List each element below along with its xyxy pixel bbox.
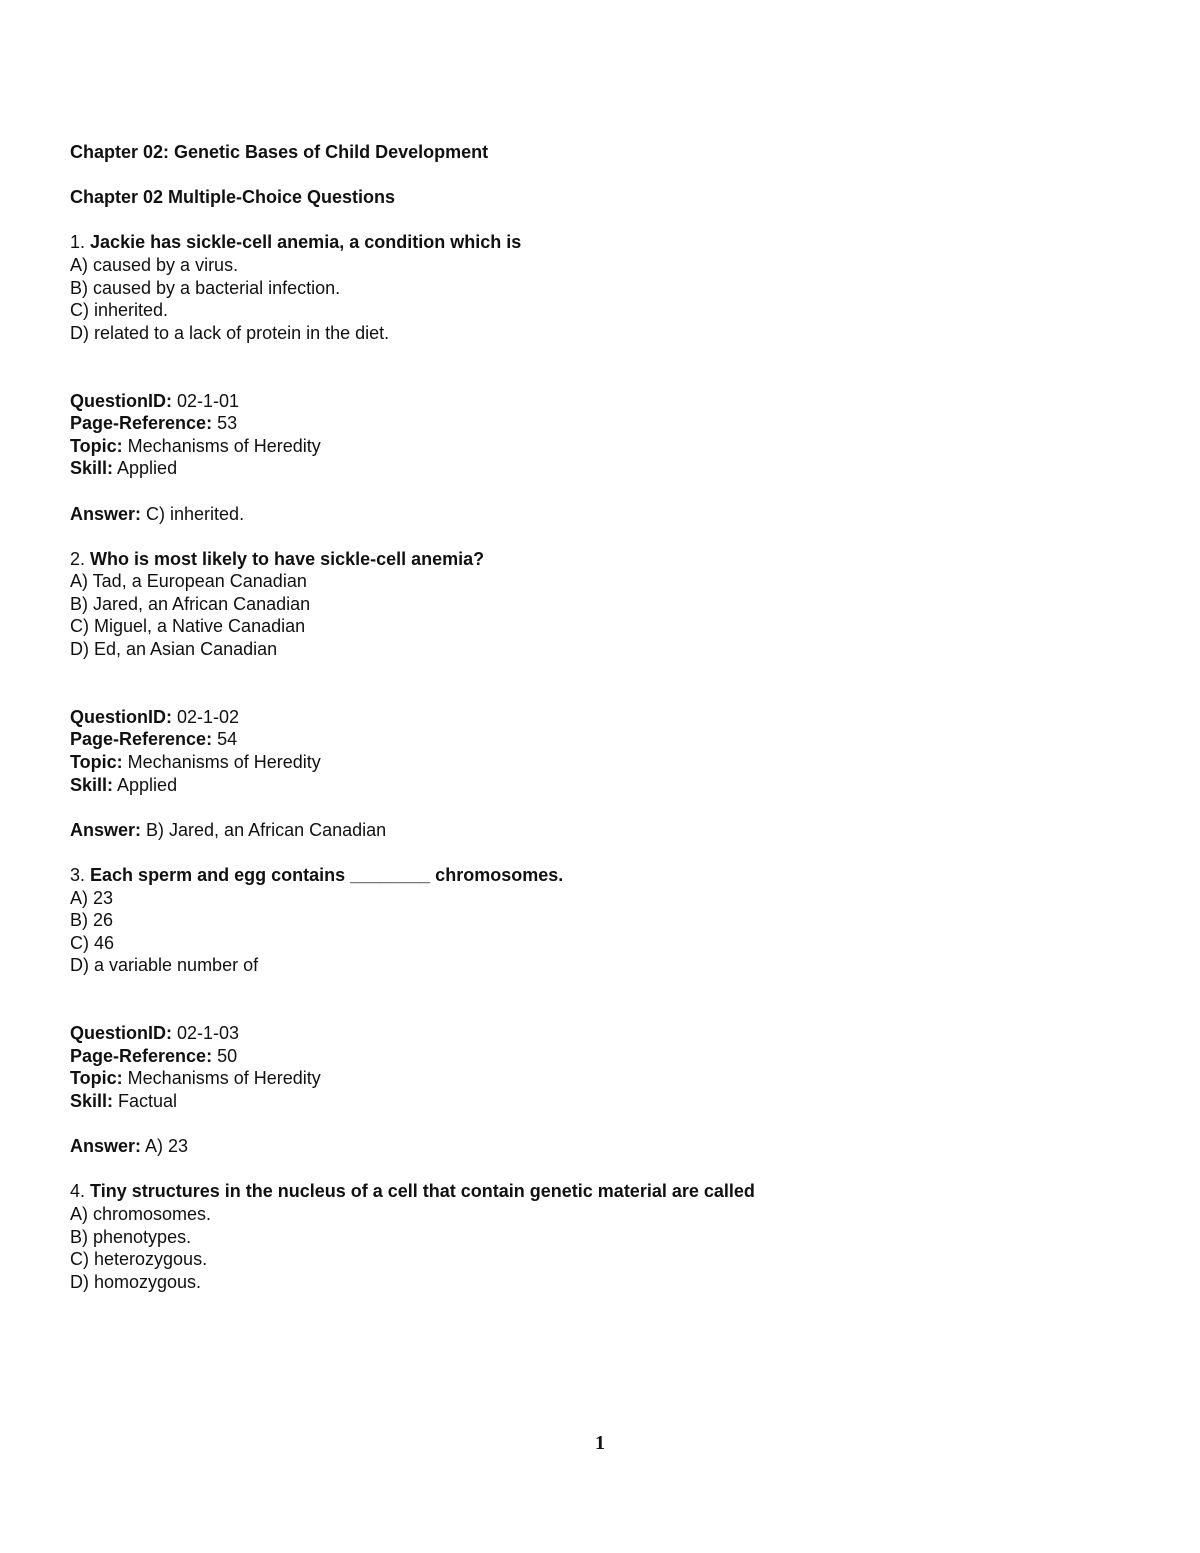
question-text: Jackie has sickle-cell anemia, a condition which is xyxy=(90,232,522,253)
answer-value: A) 23 xyxy=(145,1136,189,1157)
question-text: Each sperm and egg contains ________ chromosomes. xyxy=(90,865,564,885)
answer-option: D) Ed, an Asian Canadian xyxy=(70,639,278,660)
question-text: Who is most likely to have sickle-cell anemia? xyxy=(90,548,485,569)
answer-line xyxy=(70,1135,1130,1158)
question-id-line xyxy=(70,1022,1130,1045)
answer-option: C) heterozygous. xyxy=(70,1249,208,1270)
question-id-label: QuestionID: xyxy=(70,390,172,411)
question-block xyxy=(70,548,1130,864)
chapter-title: Chapter 02: Genetic Bases of Child Development xyxy=(70,142,489,162)
answer-line xyxy=(70,503,1130,526)
answer-label: Answer: xyxy=(70,503,142,524)
page-reference-label: Page-Reference: xyxy=(70,729,213,750)
skill-label: Skill: xyxy=(70,1090,114,1111)
page-number: 1 xyxy=(595,1432,605,1454)
page-reference-line xyxy=(70,412,1130,435)
skill-label: Skill: xyxy=(70,774,114,795)
question-block xyxy=(70,231,1130,547)
answer-option: A) 23 xyxy=(70,887,114,908)
page-reference-value: 53 xyxy=(217,413,238,434)
topic-value: Mechanisms of Heredity xyxy=(127,435,321,456)
question-stem xyxy=(70,864,1130,887)
answer-option: A) chromosomes. xyxy=(70,1203,212,1224)
answer-option: B) phenotypes. xyxy=(70,1226,192,1247)
answer-line xyxy=(70,819,1130,842)
page-reference-line xyxy=(70,1045,1130,1068)
topic-value: Mechanisms of Heredity xyxy=(127,1068,321,1089)
question-id-value: 02-1-01 xyxy=(177,390,240,411)
question-text: Tiny structures in the nucleus of a cell that contain genetic material are called xyxy=(90,1181,755,1202)
section-title: Chapter 02 Multiple-Choice Questions xyxy=(70,187,396,208)
answer-option: D) homozygous. xyxy=(70,1271,202,1292)
skill-label: Skill: xyxy=(70,458,114,479)
page-reference-value: 50 xyxy=(217,1045,238,1066)
question-number: 4. xyxy=(70,1181,86,1202)
document-body xyxy=(70,141,1130,1293)
answer-option: D) related to a lack of protein in the diet. xyxy=(70,322,390,343)
question-number: 3. xyxy=(70,865,86,885)
answer-label: Answer: xyxy=(70,1136,142,1157)
question-block xyxy=(70,864,1130,1180)
answer-option: C) Miguel, a Native Canadian xyxy=(70,616,306,637)
topic-line xyxy=(70,435,1130,458)
question-id-value: 02-1-02 xyxy=(177,706,240,727)
answer-option: B) 26 xyxy=(70,910,114,931)
question-id-value: 02-1-03 xyxy=(177,1023,240,1044)
skill-line xyxy=(70,774,1130,797)
page-reference-label: Page-Reference: xyxy=(70,413,213,434)
question-id-label: QuestionID: xyxy=(70,1023,172,1044)
page-reference-line xyxy=(70,728,1130,751)
answer-option: A) Tad, a European Canadian xyxy=(70,571,307,592)
topic-label: Topic: xyxy=(70,1068,123,1089)
topic-line xyxy=(70,1067,1130,1090)
page-reference-label: Page-Reference: xyxy=(70,1045,213,1066)
answer-value: B) Jared, an African Canadian xyxy=(146,819,387,840)
answer-option: D) a variable number of xyxy=(70,955,259,976)
skill-value: Factual xyxy=(118,1090,178,1111)
topic-label: Topic: xyxy=(70,752,123,773)
question-number: 1. xyxy=(70,232,86,253)
question-id-line xyxy=(70,390,1130,413)
question-id-label: QuestionID: xyxy=(70,706,172,727)
skill-value: Applied xyxy=(117,774,178,795)
question-block xyxy=(70,1180,1130,1293)
question-stem xyxy=(70,1180,1130,1203)
question-id-line xyxy=(70,706,1130,729)
answer-option: C) 46 xyxy=(70,932,115,953)
page-reference-value: 54 xyxy=(217,729,238,750)
question-stem xyxy=(70,231,1130,254)
question-stem xyxy=(70,548,1130,571)
answer-value: C) inherited. xyxy=(146,503,245,524)
topic-label: Topic: xyxy=(70,435,123,456)
topic-value: Mechanisms of Heredity xyxy=(127,752,321,773)
topic-line xyxy=(70,751,1130,774)
answer-option: B) Jared, an African Canadian xyxy=(70,593,311,614)
skill-line xyxy=(70,457,1130,480)
answer-option: A) caused by a virus. xyxy=(70,254,239,275)
answer-label: Answer: xyxy=(70,819,142,840)
skill-value: Applied xyxy=(117,458,178,479)
question-number: 2. xyxy=(70,548,86,569)
skill-line xyxy=(70,1090,1130,1113)
answer-option: C) inherited. xyxy=(70,300,169,321)
answer-option: B) caused by a bacterial infection. xyxy=(70,277,341,298)
